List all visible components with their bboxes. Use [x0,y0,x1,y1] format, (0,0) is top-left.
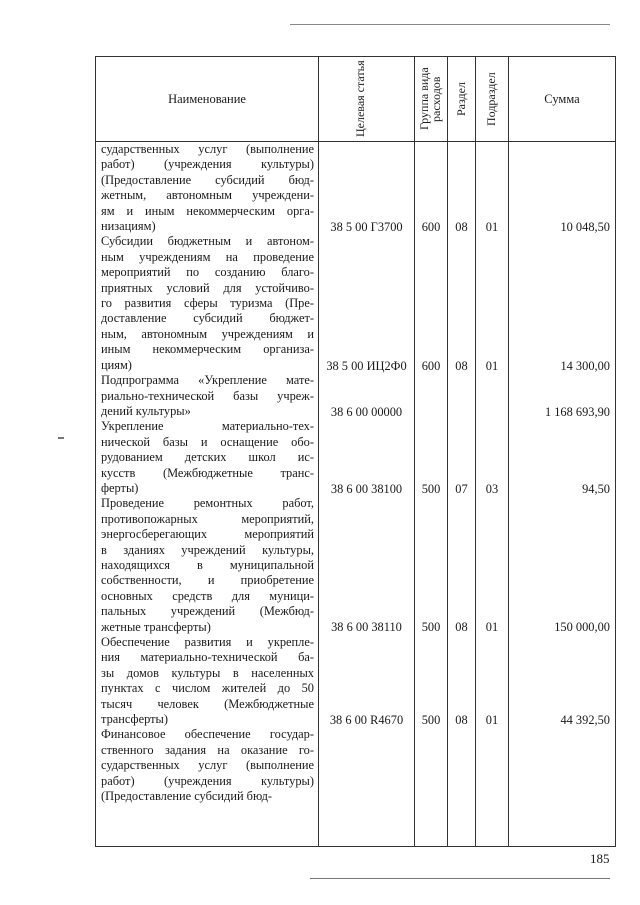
header-amount [509,57,616,142]
row-name-line: риально-технической базы учреж- [101,388,314,403]
row-amount: 44 392,50 [560,712,610,727]
row-name-line: жетным, автономным учреждени- [101,188,314,203]
amount-column [509,142,616,847]
row-section: 08 [455,712,468,727]
row-name-line: низациям) [101,219,156,234]
row-group: 600 [421,220,441,234]
row-name-line: противопожарных мероприятий, [101,511,314,526]
row-name-line: работ) (учреждения культуры) [101,157,314,172]
header-expense-group [415,57,448,142]
row-name-line: в зданиях учреждений культуры, [101,542,314,557]
group-column [415,142,448,847]
top-rule [290,24,610,25]
row-name-line: зы домов культуры в населенных [101,665,314,680]
row-name [101,635,314,727]
code-column [319,142,415,847]
table-body [96,142,616,847]
row-name-line: го развития сферы туризма (Пре- [101,296,314,311]
budget-table [95,56,616,847]
row-group: 500 [421,620,441,635]
row-name-line: ния материально-технической ба- [101,650,314,665]
row-name-line: рудованием детских школ ис- [101,450,314,465]
row-name-line: Обеспечение развития и укрепле- [101,635,314,649]
row-subsection: 01 [485,712,499,727]
row-name [101,142,314,234]
row-name-line: Субсидии бюджетным и автоном- [101,234,314,249]
row-name-line: (Предоставление субсидий бюд- [101,172,314,187]
row-amount: 150 000,00 [554,620,610,635]
row-name [101,727,314,804]
row-name-line: Финансовое обеспечение государ- [101,727,314,742]
row-name-line: основных средств для муници- [101,588,314,603]
row-name-line: ственного задания на оказание го- [101,742,314,757]
header-row [96,57,616,142]
row-name-line: дений культуры» [101,403,191,418]
row-name-line: ным, автономным учреждениям и [101,326,314,341]
row-name-line: трансферты) [101,712,168,727]
row-section: 08 [455,620,468,635]
row-amount: 10 048,50 [560,220,610,234]
row-name-line: нической базы и оснащение обо- [101,434,314,449]
header-subsection [476,57,509,142]
section-column [448,142,476,847]
row-subsection: 01 [485,620,499,635]
header-name-label: Наименование [168,91,246,106]
row-name-line: Проведение ремонтных работ, [101,496,314,511]
row-code: 38 6 00 38100 [330,481,403,496]
row-subsection: 01 [485,358,499,373]
header-name [96,57,319,142]
row-section: 07 [455,481,468,496]
row-group: 600 [421,358,441,373]
subsection-column [476,142,509,847]
header-section [448,57,476,142]
row-group: 500 [421,481,441,496]
row-name-line: Подпрограмма «Укрепление мате- [101,373,314,388]
row-name-line: ным учреждениям на проведение [101,249,314,264]
row-amount: 14 300,00 [560,358,610,373]
row-name-line: тысяч человек (Межбюджетные [101,696,314,711]
row-name-line: иным некоммерческим организа- [101,342,314,357]
row-name-line: находящихся в муниципальной [101,557,314,572]
margin-mark [58,437,64,439]
row-name [101,234,314,373]
row-name [101,373,314,419]
row-section: 08 [455,220,468,234]
row-name-line: собственности, и приобретение [101,573,314,588]
row-name-line: ферты) [101,480,139,495]
header-amount-label: Сумма [544,91,580,106]
header-target-article-label: Целевая статья [352,60,367,138]
row-name-line: сударственных услуг (выполнение [101,142,314,156]
row-subsection: 03 [485,481,499,496]
row-name-line: Укрепление материально-тех- [101,419,314,434]
row-name-line: мероприятий по созданию благо- [101,265,314,280]
row-name-line: ям и иным некоммерческим орга- [101,203,314,218]
row-name-line: приятных условий для устойчиво- [101,280,314,295]
row-name-line: сударственных услуг (выполнение [101,758,314,773]
row-code: 38 6 00 38110 [331,620,402,635]
row-code: 38 6 00 R4670 [329,712,404,727]
header-target-article [319,57,415,142]
row-code: 38 6 00 00000 [330,404,403,419]
row-name-line: энергосберегающих мероприятий [101,527,314,542]
row-section: 08 [455,358,468,373]
header-section-label: Раздел [453,82,468,116]
row-name-line: кусств (Межбюджетные транс- [101,465,314,480]
header-subsection-label: Подраздел [484,72,498,126]
header-expense-group-label: Группа вида расходов [417,67,443,131]
row-name-line: жетные трансферты) [101,619,211,634]
name-column [96,142,319,847]
row-name-line: доставление субсидий бюджет- [101,311,314,326]
row-name-line: циям) [101,357,132,372]
row-name [101,419,314,496]
row-name-line: (Предоставление субсидий бюд- [101,789,273,804]
row-name-line: пунктах с числом жителей до 50 [101,681,314,696]
row-name [101,496,314,635]
row-group: 500 [421,712,441,727]
row-code: 38 5 00 Г3700 [330,220,403,234]
bottom-rule [310,878,610,879]
page-number: 185 [590,851,610,866]
row-name-line: работ) (учреждения культуры) [101,773,314,788]
name-entries [101,142,314,804]
row-amount: 1 168 693,90 [544,404,610,419]
row-subsection: 01 [485,220,499,234]
row-code: 38 5 00 ИЦ2Ф0 [326,358,407,373]
row-name-line: пальных учреждений (Межбюд- [101,604,314,619]
row-amount: 94,50 [582,481,610,496]
